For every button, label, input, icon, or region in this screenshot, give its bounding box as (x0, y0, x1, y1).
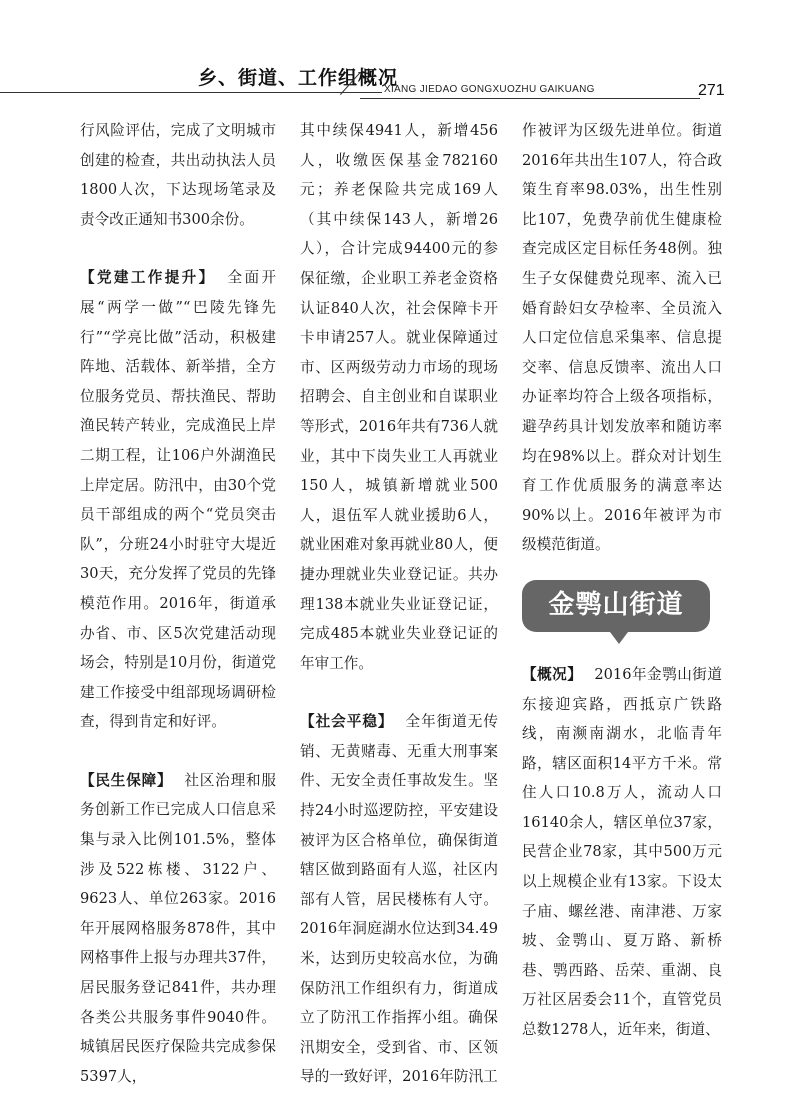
paragraph (80, 766, 276, 1092)
section-heading: 【党建工作提升】 (80, 269, 216, 287)
paragraph (80, 263, 276, 737)
running-title: 乡、街道、工作组概况 (198, 67, 399, 89)
section-heading: 【社会平稳】 (300, 713, 394, 731)
text-column-2 (300, 116, 498, 1092)
header-rule-top (0, 92, 382, 93)
text-column-1 (80, 116, 276, 1091)
section-body: 社区治理和服务创新工作已完成人口信息采集与录入比例101.5%，整体涉及522栋楼、3122户、9623人、单位263家。2016年开展网格服务878件，其中网格事件上报与办理共37件，居民服务登记841件，共办理各类公共服务事件9040件。城镇居民医疗保险共完成参保5397人， (80, 771, 276, 1085)
paragraph: 作被评为区级先进单位。街道2016年共出生107人，符合政策生育率98.03%，出生性别比107，免费孕前优生健康检查完成区定目标任务48例。独生子女保健费兑现率、流入已婚育龄妇女孕检率、全员流入人口定位信息采集率、信息提交率、信息反馈率、流出人口办证率均符合上级各项指标，避孕药具计划发放率和随访率均在98%以上。群众对计划生育工作优质服务的满意率达90%以上。2016年被评为市级模范街道。 (522, 122, 722, 554)
paragraph (522, 660, 722, 1045)
text-column-3 (522, 116, 722, 1045)
running-subtitle: XIANG JIEDAO GONGXUOZHU GAIKUANG (384, 84, 595, 95)
section-body: 全面开展“两学一做”“巴陵先锋先行”“学亮比做”活动，积极建阵地、活载体、新举措，全方位服务党员、帮扶渔民、帮助渔民转产转业，完成渔民上岸二期工程，让106户外湖渔民上岸定居。防汛中，由30个党员干部组成的两个“党员突击队”，分班24小时驻守大堤近30天，充分发挥了党员的先锋模范作用。2016年，街道承办省、市、区5次党建活动现场会，特别是10月份，街道党建工作接受中组部现场调研检查，得到肯定和好评。 (80, 269, 276, 731)
paragraph (300, 707, 498, 1092)
banner-tail-shape (610, 632, 628, 644)
paragraph: 行风险评估，完成了文明城市创建的检查，共出动执法人员1800人次，下达现场笔录及责令改正通知书300余份。 (80, 122, 276, 228)
section-body: 2016年金鹗山街道东接迎宾路，西抵京广铁路线，南濒南湖水，北临青年路，辖区面积14平方千米。常住人口10.8万人，流动人口16140余人，辖区单位37家，民营企业78家，其中500万元以上规模企业有13家。下设太子庙、螺丝港、南津港、万家坡、金鹗山、夏万路、新桥巷、鹗西路、岳荣、重湖、良万社区居委会11个，直管党员总数1278人，近年来，街道、 (522, 665, 722, 1039)
banner-label: 金鹗山街道 (548, 590, 684, 621)
section-body: 全年街道无传销、无黄赌毒、无重大刑事案件、无安全责任事故发生。坚持24小时巡逻防控，平安建设被评为区合格单位，确保街道辖区做到路面有人巡，社区内部有人管，居民楼栋有人守。2016年洞庭湖水位达到34.49米，达到历史较高水位，为确保防汛工作组织有力，街道成立了防汛工作指挥小组。确保汛期安全，受到省、市、区领导的一致好评，2016年防汛工 (300, 713, 498, 1086)
page-number: 271 (698, 82, 725, 99)
section-heading: 【概况】 (522, 665, 583, 683)
paragraph: 其中续保4941人，新增456人，收缴医保基金782160元；养老保险共完成169人（其中续保143人，新增26人），合计完成94400元的参保征缴，企业职工养老金资格认证840人次，社会保障卡开卡申请257人。就业保障通过市、区两级劳动力市场的现场招聘会、自主创业和自谋职业等形式，2016年共有736人就业，其中下岗失业工人再就业150人，城镇新增就业500人，退伍军人就业援助6人，就业困难对象再就业80人，便捷办理就业失业登记证。共办理138本就业失业证登记证，完成485本就业失业登记证的年审工作。 (300, 122, 498, 672)
section-banner (522, 580, 710, 632)
section-heading: 【民生保障】 (80, 771, 173, 789)
header-rule-bottom (360, 98, 700, 99)
